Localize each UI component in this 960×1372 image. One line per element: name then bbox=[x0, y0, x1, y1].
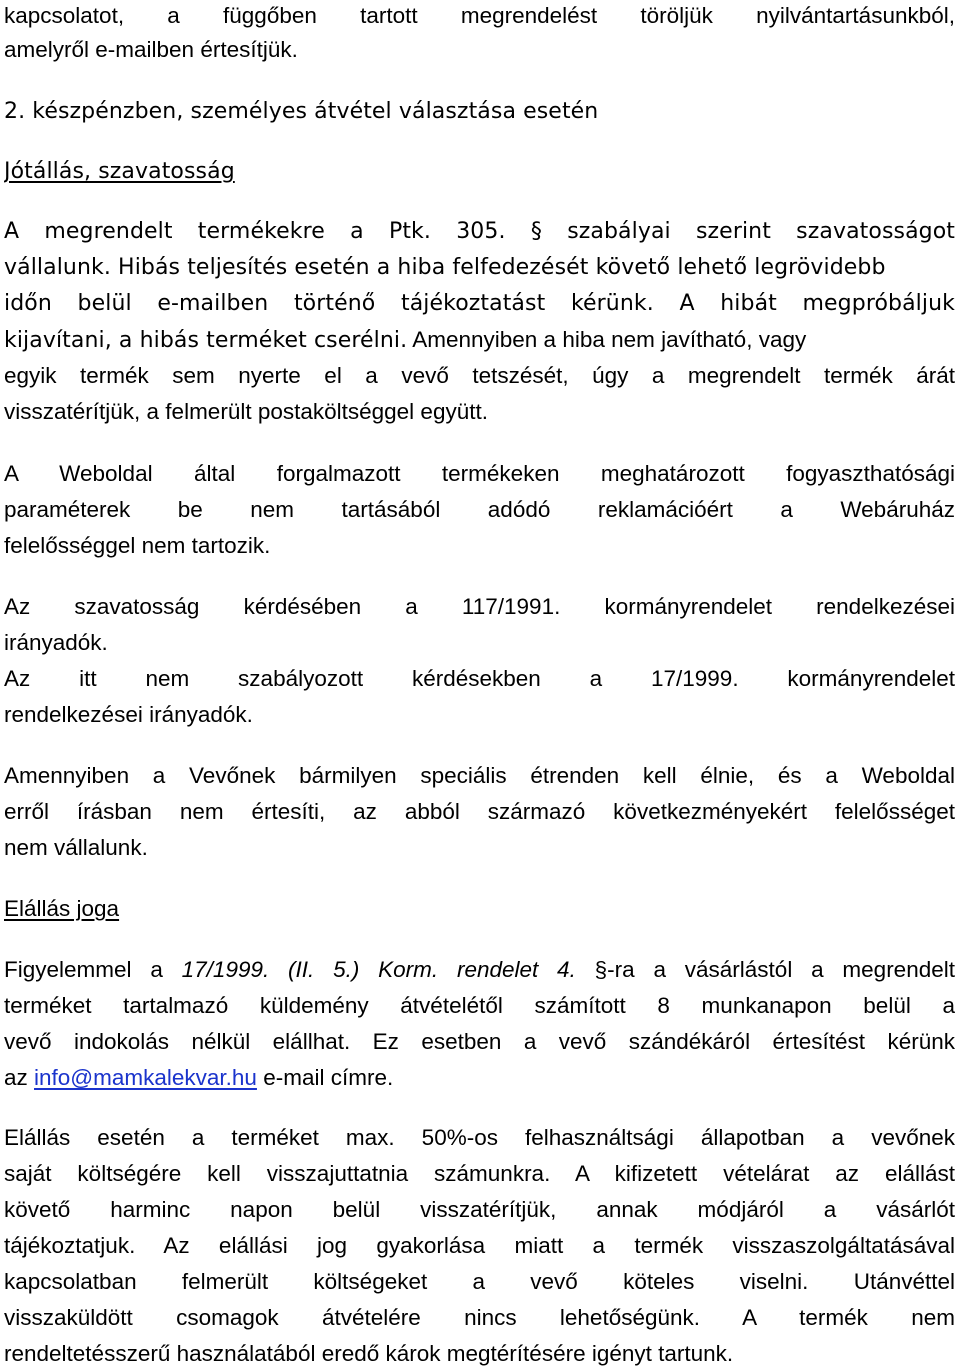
text-line: Az szavatosság kérdésében a 117/1991. kormányrendelet rendelkezései bbox=[4, 594, 955, 619]
text-line: rendelkezései irányadók. bbox=[4, 702, 253, 727]
text-line: A Weboldal által forgalmazott termékeken meghatározott fogyaszthatósági bbox=[4, 461, 955, 486]
warranty-heading-text: Jótállás, szavatosság bbox=[4, 159, 235, 184]
text-line: terméket tartalmazó küldemény átvételétől számított 8 munkanapon belül a bbox=[4, 993, 955, 1018]
text-span: Amennyiben a hiba nem javítható, vagy bbox=[407, 327, 807, 352]
text-span: A megrendelt termékekre a Ptk. 305. bbox=[4, 219, 506, 244]
text-line: kapcsolatban felmerült költségeket a vevő köteles viselni. Utánvéttel bbox=[4, 1269, 955, 1294]
warranty-heading bbox=[4, 154, 955, 190]
payment-option-2: 2. készpénzben, személyes átvétel választása esetén bbox=[4, 99, 599, 124]
text-span: -ra a vásárlástól a megrendelt bbox=[607, 957, 955, 982]
text-line: egyik termék sem nyerte el a vevő tetszését, úgy a megrendelt termék árát bbox=[4, 363, 955, 388]
text-span: Hibás teljesítés esetén a hiba felfedezését követő lehető legrövidebb bbox=[110, 255, 886, 280]
text-line: felelősséggel nem tartozik. bbox=[4, 533, 271, 558]
text-line: nem vállalunk. bbox=[4, 835, 148, 860]
text-span: Figyelemmel a bbox=[4, 957, 182, 982]
text-line bbox=[4, 322, 955, 358]
text-line: visszatérítjük, a felmerült postaköltséggel együtt. bbox=[4, 399, 488, 424]
text-span: e-mail címre. bbox=[256, 1065, 394, 1090]
text-line: kapcsolatot, a függőben tartott megrendelést töröljük nyilvántartásunkból, bbox=[4, 3, 955, 28]
section-sign: § bbox=[594, 957, 608, 982]
text-span: szabályai szerint szavatosságot bbox=[567, 219, 955, 244]
text-line: Amennyiben a Vevőnek bármilyen speciális étrenden kell élnie, és a Weboldal bbox=[4, 763, 955, 788]
text-line: tájékoztatjuk. Az elállási jog gyakorlása miatt a termék visszaszolgáltatásával bbox=[4, 1233, 955, 1258]
text-span: vállalunk. bbox=[4, 255, 111, 280]
text-line: vevő indokolás nélkül elállhat. Ez esetben a vevő szándékáról értesítést kérünk bbox=[4, 1029, 955, 1054]
text-span: kijavítani, a hibás terméket cserélni. bbox=[4, 328, 408, 353]
text-line: rendeltetésszerű használatából eredő károk megtérítésére igényt tartunk. bbox=[4, 1341, 734, 1366]
text-line: visszaküldött csomagok átvételére nincs lehetőségünk. A termék nem bbox=[4, 1305, 955, 1330]
text-line: Az itt nem szabályozott kérdésekben a 17/1999. kormányrendelet bbox=[4, 666, 955, 691]
text-line: amelyről e-mailben értesítjük. bbox=[4, 37, 298, 62]
email-link[interactable]: info@mamkalekvar.hu bbox=[34, 1065, 257, 1090]
withdrawal-heading bbox=[4, 891, 955, 927]
text-line: időn belül e-mailben történő tájékoztatást kérünk. A hibát megpróbáljuk bbox=[4, 291, 955, 316]
text-line: Elállás esetén a terméket max. 50%-os felhasználtsági állapotban a vevőnek bbox=[4, 1125, 955, 1150]
section-sign: § bbox=[530, 219, 542, 244]
text-line bbox=[4, 214, 955, 250]
text-line: követő harminc napon belül visszatérítjük, annak módjáról a vásárlót bbox=[4, 1197, 955, 1222]
text-line: irányadók. bbox=[4, 630, 108, 655]
text-line: paraméterek be nem tartásából adódó reklamációért a Webáruház bbox=[4, 497, 955, 522]
decree-reference: 17/1999. (II. 5.) Korm. rendelet 4. bbox=[181, 957, 576, 982]
text-line bbox=[4, 952, 955, 988]
text-line: saját költségére kell visszajuttatnia számunkra. A kifizetett vételárat az elállást bbox=[4, 1161, 955, 1186]
text-line bbox=[4, 1060, 955, 1096]
text-span: az bbox=[4, 1065, 35, 1090]
withdrawal-heading-text: Elállás joga bbox=[4, 896, 120, 921]
text-line bbox=[4, 250, 955, 286]
text-line: erről írásban nem értesíti, az abból származó következményekért felelősséget bbox=[4, 799, 955, 824]
